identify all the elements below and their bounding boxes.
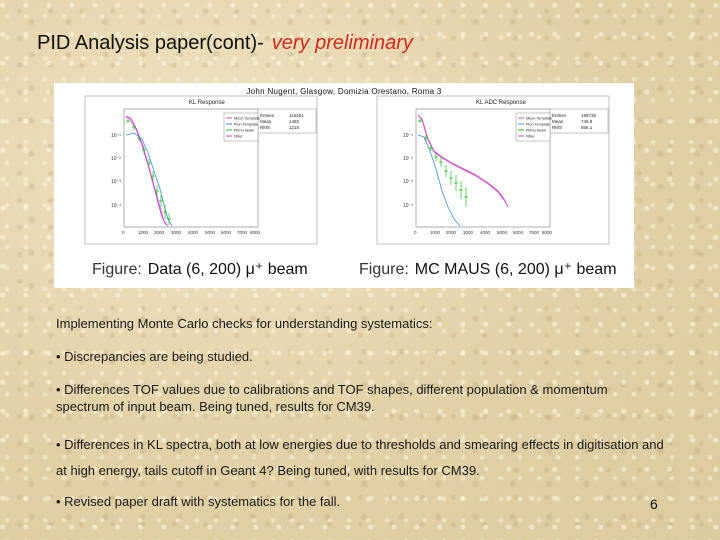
svg-text:3000: 3000 [171,230,182,235]
kl-response-plot [84,95,318,245]
svg-text:Pi/mu beam: Pi/mu beam [526,128,547,133]
svg-text:Fitter: Fitter [526,134,535,139]
svg-text:2000: 2000 [446,230,457,235]
svg-text:RMS: RMS [552,125,562,130]
svg-text:Entries: Entries [260,113,275,118]
svg-text:1218: 1218 [289,125,300,130]
legend-box [516,113,552,141]
authors-line: John Nugent, Glasgow, Domizia Orestano, Roma 3 [246,87,442,96]
stats-box [258,109,316,133]
kl-adc-response-plot [376,95,610,245]
svg-text:10⁻³: 10⁻³ [403,179,413,185]
svg-text:10⁻⁴: 10⁻⁴ [403,203,414,209]
plot-title: KL ADC Response [476,100,526,106]
bullet-discrepancies: • Discrepancies are being studied. [56,349,253,364]
svg-text:185735: 185735 [581,113,597,118]
svg-text:10⁻²: 10⁻² [403,156,413,162]
slide-title [37,32,413,55]
svg-text:10⁻³: 10⁻³ [111,179,121,185]
svg-text:10⁻¹: 10⁻¹ [111,133,121,139]
title-text: PID Analysis paper(cont)- [37,32,264,54]
svg-text:10⁻⁴: 10⁻⁴ [111,203,122,209]
bullet-kl-spectra: • Differences in KL spectra, both at low energies due to thresholds and smearing effects in digitisation and at high energy, tails cutoff in Geant 4? Being tuned, with results for CM39. [56,437,664,478]
kl-adc-response-plot-svg [376,95,610,245]
svg-text:10⁻²: 10⁻² [111,156,121,162]
svg-text:866.1: 866.1 [581,125,593,130]
svg-text:0: 0 [122,230,125,235]
caption-label: Figure: [92,261,142,278]
svg-text:115451: 115451 [289,113,304,118]
svg-text:4000: 4000 [188,230,199,235]
intro-text: Implementing Monte Carlo checks for understanding systematics: [56,316,433,331]
svg-text:10⁻¹: 10⁻¹ [403,133,413,139]
bullet-revised-draft: • Revised paper draft with systematics for the fall. [56,494,341,509]
svg-text:Pi/mu beam: Pi/mu beam [234,128,255,133]
stats-box [550,109,608,133]
bullet-tof-differences: • Differences TOF values due to calibrations and TOF shapes, different population & momentum spectrum of input beam. Being tuned, results for CM39. [56,382,608,414]
x-axis-ticks [414,230,553,235]
svg-text:8000: 8000 [250,230,261,235]
figure-panel [54,83,634,288]
svg-text:4000: 4000 [480,230,491,235]
svg-text:2000: 2000 [154,230,165,235]
caption-text: MC MAUS (6, 200) μ⁺ beam [414,261,617,278]
x-axis-ticks [122,230,261,235]
caption-label: Figure: [359,261,409,278]
svg-text:0: 0 [414,230,417,235]
svg-text:6000: 6000 [513,230,524,235]
svg-text:7000: 7000 [529,230,540,235]
svg-text:Fitter: Fitter [234,134,243,139]
kl-response-plot-svg [84,95,318,245]
caption-text: Data (6, 200) μ⁺ beam [147,261,308,278]
svg-text:6000: 6000 [221,230,232,235]
svg-text:Pion Template: Pion Template [526,122,550,127]
svg-text:3000: 3000 [463,230,474,235]
svg-text:RMS: RMS [260,125,270,130]
svg-text:Muon Template: Muon Template [526,116,552,121]
legend-box [224,113,260,141]
svg-text:1000: 1000 [138,230,149,235]
svg-text:746.8: 746.8 [581,119,593,124]
svg-text:5000: 5000 [205,230,216,235]
svg-text:8000: 8000 [542,230,553,235]
title-highlight: very preliminary [271,32,413,54]
slide-number: 6 [650,496,658,512]
svg-text:5000: 5000 [497,230,508,235]
figure-caption-mc [359,259,617,279]
svg-text:Muon Template: Muon Template [234,116,260,121]
plot-title: KL Response [189,100,225,106]
svg-text:1000: 1000 [430,230,441,235]
svg-text:Pion Template: Pion Template [234,122,258,127]
svg-text:Entries: Entries [552,113,567,118]
svg-text:Mean: Mean [552,119,564,124]
svg-text:1482: 1482 [289,119,300,124]
svg-text:Mean: Mean [260,119,272,124]
figure-caption-data [92,259,308,279]
svg-text:7000: 7000 [237,230,248,235]
